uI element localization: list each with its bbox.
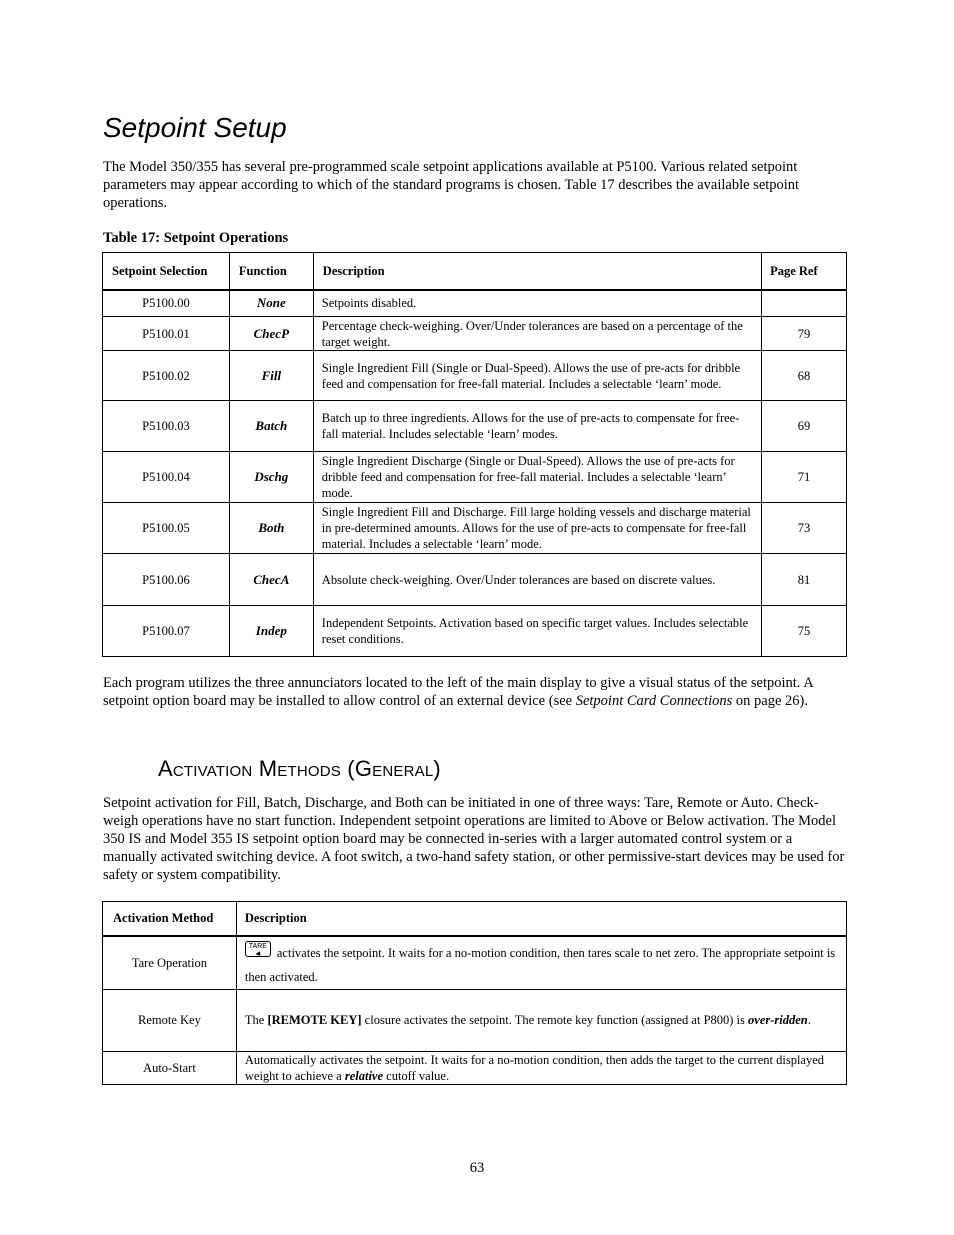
- table-header: Setpoint Selection: [103, 253, 230, 290]
- table-row: [103, 554, 847, 606]
- function-cell: Indep: [229, 606, 313, 657]
- setpoint-operations-table: [102, 252, 847, 657]
- description-cell: Independent Setpoints. Activation based on specific target values. Includes selectable reset conditions.: [313, 606, 761, 657]
- function-cell: None: [229, 290, 313, 317]
- page-ref-cell: 68: [762, 351, 847, 401]
- setpoint-selection-cell: P5100.00: [103, 290, 230, 317]
- function-cell: ChecA: [229, 554, 313, 606]
- tare-key-icon: [245, 941, 271, 957]
- function-cell: Both: [229, 503, 313, 554]
- table-row: [103, 290, 847, 317]
- left-arrow-icon: ◄: [253, 948, 262, 958]
- function-cell: Dschg: [229, 452, 313, 503]
- setpoint-selection-cell: P5100.01: [103, 317, 230, 351]
- description-cell: [236, 936, 846, 990]
- table-row: [103, 452, 847, 503]
- description-cell: Single Ingredient Fill (Single or Dual-Speed). Allows the use of pre-acts for dribble feed and compensation for free-fall material. Includes a selectable ‘learn’ mode.: [313, 351, 761, 401]
- description-cell: Setpoints disabled.: [313, 290, 761, 317]
- function-cell: ChecP: [229, 317, 313, 351]
- description-cell: [236, 1051, 846, 1084]
- remote-key-label: [REMOTE KEY]: [267, 1013, 362, 1027]
- page-ref-cell: 69: [762, 401, 847, 452]
- emphasis-text: relative: [344, 1068, 384, 1083]
- description-cell: Percentage check-weighing. Over/Under tolerances are based on a percentage of the target weight.: [313, 317, 761, 351]
- setpoint-selection-cell: P5100.02: [103, 351, 230, 401]
- table-row: [103, 606, 847, 657]
- description-text: closure activates the setpoint. The remote key function (assigned at P800) is: [361, 1013, 749, 1027]
- section-heading: Activation Methods (General): [158, 756, 441, 781]
- description-text: Automatically activates the setpoint. It waits for a no-motion condition, then adds the target to the current displayed weight to achieve a: [244, 1052, 825, 1083]
- function-cell: Batch: [229, 401, 313, 452]
- setpoint-selection-cell: P5100.06: [103, 554, 230, 606]
- intro-paragraph: The Model 350/355 has several pre-programmed scale setpoint applications available at P5100. Various related setpoint parameters may appear according to which of the standard programs is chosen. Table 17 describes the available setpoint operations.: [103, 159, 800, 211]
- setpoint-selection-cell: P5100.07: [103, 606, 230, 657]
- table-row: [103, 401, 847, 452]
- activation-method-cell: Remote Key: [103, 989, 237, 1051]
- function-cell: Fill: [229, 351, 313, 401]
- activation-paragraph: Setpoint activation for Fill, Batch, Discharge, and Both can be initiated in one of three ways: Tare, Remote or Auto. Check-weigh operations have no start function. Independent setpoint operations are limited to Above or Below activation. The Model 350 IS and Model 355 IS setpoint option board may be connected in-series with a larger automated control system or a manually activated switching device. A foot switch, a two-hand safety station, or other permissive-start devices may be used for safety or system compatibility.: [103, 795, 845, 883]
- table-header: Description: [236, 902, 846, 936]
- page-ref-cell: 79: [762, 317, 847, 351]
- description-cell: Absolute check-weighing. Over/Under tolerances are based on discrete values.: [313, 554, 761, 606]
- description-text: .: [807, 1013, 811, 1027]
- table-row: [103, 989, 847, 1051]
- page-ref-cell: 73: [762, 503, 847, 554]
- table-row: [103, 503, 847, 554]
- table-header: Description: [313, 253, 761, 290]
- activation-methods-table: [102, 901, 847, 1085]
- page-ref-cell: [762, 290, 847, 317]
- setpoint-selection-cell: P5100.04: [103, 452, 230, 503]
- table-caption: Table 17: Setpoint Operations: [103, 230, 289, 246]
- description-text: cutoff value.: [383, 1068, 450, 1083]
- cross-reference-link[interactable]: Setpoint Card Connections: [575, 693, 733, 709]
- description-cell: Single Ingredient Discharge (Single or Dual-Speed). Allows the use of pre-acts for dribble feed and compensation for free-fall material. Includes a selectable ‘learn’ mode.: [313, 452, 761, 503]
- page-ref-cell: 81: [762, 554, 847, 606]
- table-row: [103, 936, 847, 990]
- tare-key-label: TARE: [248, 942, 267, 950]
- description-text: activates the setpoint. It waits for a no-motion condition, then tares scale to net zero. The appropriate setpoint is then activated.: [244, 945, 836, 984]
- paragraph-text: on page 26).: [732, 693, 808, 709]
- description-cell: [236, 989, 846, 1051]
- description-text: The: [244, 1013, 268, 1027]
- table-row: [103, 1051, 847, 1084]
- table-row: [103, 351, 847, 401]
- activation-method-cell: Auto-Start: [103, 1051, 237, 1084]
- table-header: Function: [229, 253, 313, 290]
- page-number: 63: [469, 1160, 485, 1176]
- description-cell: Single Ingredient Fill and Discharge. Fill large holding vessels and discharge material in pre-determined amounts. Allows for the use of pre-acts to compensate for free-fall material. Includes a selectable ‘learn’ mode.: [313, 503, 761, 554]
- table-header: Activation Method: [103, 902, 237, 936]
- activation-method-cell: Tare Operation: [103, 936, 237, 990]
- description-cell: Batch up to three ingredients. Allows for the use of pre-acts to compensate for free-fall material. Includes selectable ‘learn’ modes.: [313, 401, 761, 452]
- table-row: [103, 317, 847, 351]
- emphasis-text: over-ridden: [748, 1013, 808, 1027]
- page-title: Setpoint Setup: [103, 112, 287, 143]
- setpoint-selection-cell: P5100.05: [103, 503, 230, 554]
- paragraph-text: Each program utilizes the three annunciators located to the left of the main display to give a visual status of the setpoint. A setpoint option board may be installed to allow control of an external device (see: [103, 675, 813, 709]
- setpoint-selection-cell: P5100.03: [103, 401, 230, 452]
- page-ref-cell: 75: [762, 606, 847, 657]
- annunciator-paragraph: [103, 674, 848, 710]
- page-ref-cell: 71: [762, 452, 847, 503]
- table-header: Page Ref: [762, 253, 847, 290]
